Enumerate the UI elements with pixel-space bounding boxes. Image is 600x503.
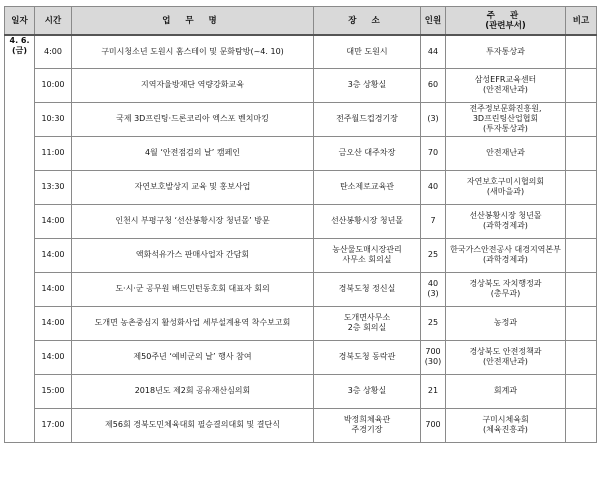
table-row <box>5 170 597 204</box>
host-line: (안전재난과) <box>483 85 528 94</box>
table-row <box>5 204 597 238</box>
people-cell <box>421 68 446 102</box>
place-line: 경북도청 동락관 <box>338 352 396 361</box>
remark-cell <box>566 35 597 68</box>
work-title-cell: 도·시·군 공무원 배드민턴동호회 대표자 회의 <box>72 272 314 306</box>
host-line: 경상북도 자치행정과 <box>469 279 542 288</box>
table-row <box>5 35 597 68</box>
remark-cell <box>566 238 597 272</box>
work-title-cell: 2018년도 제2회 공유재산심의회 <box>72 374 314 408</box>
time-cell: 10:00 <box>35 68 72 102</box>
work-title-cell: 구미시청소년 도원시 홈스테이 및 문화탐방(~4. 10) <box>72 35 314 68</box>
people-line: (30) <box>424 357 442 366</box>
host-cell <box>446 408 566 442</box>
place-line: 사무소 회의실 <box>342 255 392 264</box>
people-cell <box>421 306 446 340</box>
work-title-cell: 액화석유가스 판매사업자 간담회 <box>72 238 314 272</box>
header-work: 업 무 명 <box>72 7 314 36</box>
header-remark: 비고 <box>566 7 597 36</box>
people-cell <box>421 102 446 136</box>
people-line: 60 <box>427 80 439 89</box>
date-line: (금) <box>11 46 28 55</box>
host-cell <box>446 136 566 170</box>
table-row <box>5 306 597 340</box>
place-cell <box>314 340 421 374</box>
host-line: 삼성EFR교육센터 <box>474 75 537 84</box>
table-row <box>5 68 597 102</box>
people-cell <box>421 204 446 238</box>
place-cell <box>314 170 421 204</box>
people-line: (3) <box>427 114 439 123</box>
host-line: 자연보호구미시협의회 <box>466 177 545 186</box>
table-body <box>5 35 597 442</box>
people-cell <box>421 408 446 442</box>
host-cell <box>446 68 566 102</box>
header-place: 장 소 <box>314 7 421 36</box>
host-line: (투자통상과) <box>483 124 528 133</box>
host-cell <box>446 204 566 238</box>
place-line: 주경기장 <box>351 425 383 434</box>
people-line: 40 <box>427 279 439 288</box>
people-line: 700 <box>425 420 441 429</box>
header-host <box>446 7 566 36</box>
people-line: 25 <box>427 318 439 327</box>
people-cell <box>421 35 446 68</box>
place-line: 전주월드컵경기장 <box>336 114 398 123</box>
host-line: 회계과 <box>493 386 518 395</box>
place-cell <box>314 68 421 102</box>
place-cell <box>314 306 421 340</box>
place-line: 농산물도매시장관리 <box>332 245 402 254</box>
time-cell: 13:30 <box>35 170 72 204</box>
work-title-cell: 자연보호발상지 교육 및 홍보사업 <box>72 170 314 204</box>
work-title-cell: 도개면 농촌중심지 활성화사업 세부설계용역 착수보고회 <box>72 306 314 340</box>
table-row <box>5 136 597 170</box>
remark-cell <box>566 68 597 102</box>
header-date: 일자 <box>5 7 35 36</box>
place-cell <box>314 238 421 272</box>
time-cell: 14:00 <box>35 272 72 306</box>
header-people: 인원 <box>421 7 446 36</box>
schedule-table <box>4 6 597 443</box>
remark-cell <box>566 136 597 170</box>
time-cell: 15:00 <box>35 374 72 408</box>
host-cell <box>446 170 566 204</box>
host-cell <box>446 306 566 340</box>
place-cell <box>314 374 421 408</box>
place-line: 2층 회의실 <box>347 323 387 332</box>
place-line: 3층 상황실 <box>347 386 387 395</box>
place-cell <box>314 272 421 306</box>
remark-cell <box>566 102 597 136</box>
place-line: 3층 상황실 <box>347 80 387 89</box>
people-line: 70 <box>427 148 439 157</box>
host-cell <box>446 102 566 136</box>
place-line: 탄소제로교육관 <box>339 182 395 191</box>
date-line: 4. 6. <box>9 36 30 45</box>
date-cell <box>5 35 35 442</box>
host-line: 농정과 <box>493 318 518 327</box>
host-line: 한국가스안전공사 대경지역본부 <box>450 245 561 254</box>
people-line: 25 <box>427 250 439 259</box>
people-line: 21 <box>427 386 439 395</box>
time-cell: 11:00 <box>35 136 72 170</box>
host-cell <box>446 374 566 408</box>
remark-cell <box>566 340 597 374</box>
place-line: 도개면사무소 <box>343 313 391 322</box>
table-row <box>5 102 597 136</box>
table-row <box>5 272 597 306</box>
host-line: 선산봉황시장 청년몰 <box>469 211 542 220</box>
table-row <box>5 374 597 408</box>
host-cell <box>446 35 566 68</box>
host-line: 투자통상과 <box>486 46 525 56</box>
people-line: 700 <box>425 347 441 356</box>
table-header <box>5 7 597 36</box>
host-line: 구미시체육회 <box>482 415 529 424</box>
place-cell <box>314 204 421 238</box>
host-cell <box>446 272 566 306</box>
place-cell <box>314 408 421 442</box>
host-line: 안전재난과 <box>486 148 525 157</box>
time-cell: 10:30 <box>35 102 72 136</box>
time-cell: 14:00 <box>35 204 72 238</box>
time-cell: 4:00 <box>35 35 72 68</box>
time-cell: 14:00 <box>35 238 72 272</box>
host-line: (새마을과) <box>486 187 525 196</box>
time-cell: 14:00 <box>35 306 72 340</box>
place-line: 대만 도원시 <box>346 46 388 56</box>
host-line: 경상북도 안전정책과 <box>469 347 542 356</box>
host-line: (과학경제과) <box>483 255 528 264</box>
remark-cell <box>566 272 597 306</box>
people-cell <box>421 272 446 306</box>
place-line: 선산봉황시장 청년몰 <box>330 216 404 225</box>
people-cell <box>421 238 446 272</box>
table-row <box>5 408 597 442</box>
time-cell: 14:00 <box>35 340 72 374</box>
remark-cell <box>566 170 597 204</box>
place-line: 박정희체육관 <box>343 415 391 424</box>
place-cell <box>314 35 421 68</box>
work-title-cell: 4월 ‘안전점검의 날’ 캠페인 <box>72 136 314 170</box>
host-line: 전주정보문화진흥원, <box>469 104 542 113</box>
host-cell <box>446 238 566 272</box>
host-line: 3D프린팅산업협회 <box>472 114 539 123</box>
remark-cell <box>566 204 597 238</box>
people-line: 44 <box>427 46 439 56</box>
host-line: (과학경제과) <box>483 221 528 230</box>
work-title-cell: 국제 3D프린팅·드론코리아 엑스포 벤치마킹 <box>72 102 314 136</box>
people-cell <box>421 374 446 408</box>
people-cell <box>421 340 446 374</box>
remark-cell <box>566 374 597 408</box>
time-cell: 17:00 <box>35 408 72 442</box>
host-line: (총무과) <box>490 289 521 298</box>
host-cell <box>446 340 566 374</box>
table-row <box>5 238 597 272</box>
work-title-cell: 인천시 부평구청 ‘선산봉황시장 청년몰’ 방문 <box>72 204 314 238</box>
place-line: 금오산 대주차장 <box>338 148 396 157</box>
place-cell <box>314 136 421 170</box>
table-row <box>5 340 597 374</box>
remark-cell <box>566 408 597 442</box>
work-title-cell: 제50주년 ‘예비군의 날’ 행사 참여 <box>72 340 314 374</box>
people-line: 7 <box>430 216 436 225</box>
header-time: 시간 <box>35 7 72 36</box>
people-line: (3) <box>427 289 439 298</box>
work-title-cell: 지역자율방재단 역량강화교육 <box>72 68 314 102</box>
header-host-line: (관련부서) <box>485 20 526 31</box>
host-line: (안전재난과) <box>483 357 528 366</box>
host-line: (체육진흥과) <box>483 425 528 434</box>
place-cell <box>314 102 421 136</box>
place-line: 경북도청 정신실 <box>338 284 396 293</box>
people-line: 40 <box>427 182 439 191</box>
remark-cell <box>566 306 597 340</box>
people-cell <box>421 136 446 170</box>
work-title-cell: 제56회 경북도민체육대회 필승결의대회 및 결단식 <box>72 408 314 442</box>
people-cell <box>421 170 446 204</box>
header-host-line: 주 관 <box>486 10 525 21</box>
